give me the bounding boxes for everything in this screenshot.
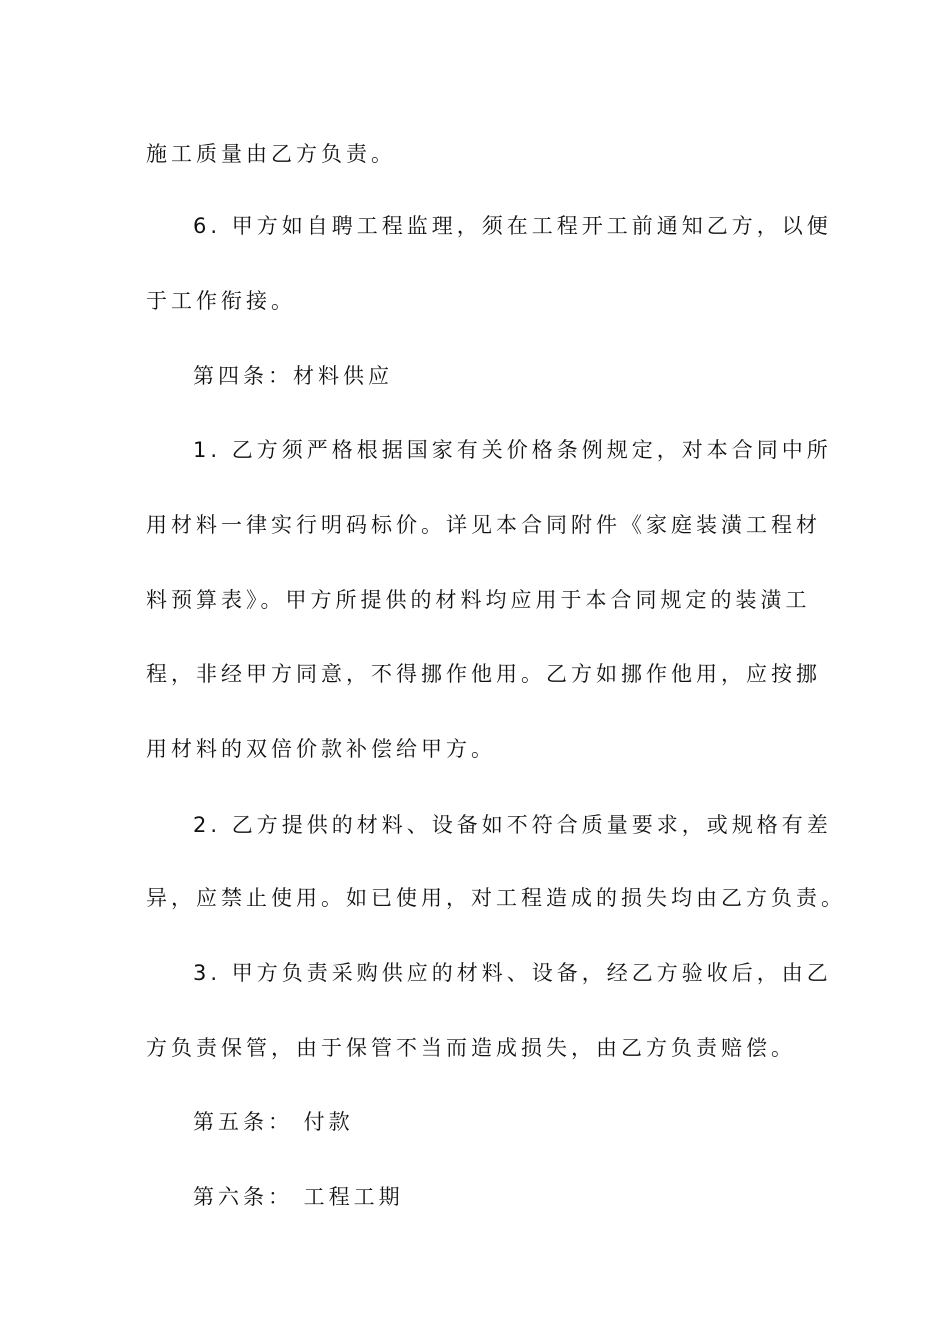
text-line: 3. 甲方负责采购供应的材料、设备，经乙方验收后，由乙 — [193, 961, 832, 985]
text-line: 2. 乙方提供的材料、设备如不符合质量要求，或规格有差 — [193, 813, 832, 837]
section-heading: 第五条： 付款 — [193, 1110, 354, 1134]
text-line: 方负责保管，由于保管不当而造成损失，由乙方负责赔偿。 — [146, 1036, 796, 1060]
section-heading: 第六条： 工程工期 — [193, 1185, 404, 1209]
text-line: 1. 乙方须严格根据国家有关价格条例规定，对本合同中所 — [193, 438, 832, 462]
text-line: 用材料一律实行明码标价。详见本合同附件《家庭装潢工程材 — [146, 513, 821, 537]
text-line: 异，应禁止使用。如已使用，对工程造成的损失均由乙方负责。 — [146, 886, 846, 910]
text-line: 料预算表》。甲方所提供的材料均应用于本合同规定的装潢工 — [146, 588, 811, 612]
text-line: 于工作衔接。 — [146, 289, 296, 313]
section-heading: 第四条：材料供应 — [193, 364, 393, 388]
text-line: 程，非经甲方同意，不得挪作他用。乙方如挪作他用，应按挪 — [146, 662, 821, 686]
text-line: 用材料的双倍价款补偿给甲方。 — [146, 737, 496, 761]
text-line: 6. 甲方如自聘工程监理，须在工程开工前通知乙方，以便 — [193, 214, 832, 238]
text-line: 施工质量由乙方负责。 — [146, 142, 396, 166]
